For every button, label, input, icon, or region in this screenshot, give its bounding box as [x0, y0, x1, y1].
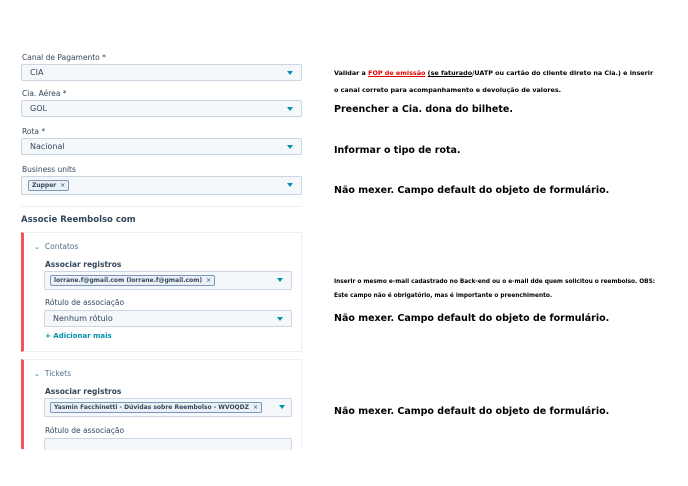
note-fop — [334, 69, 653, 77]
contatos-associar-select[interactable] — [44, 271, 292, 290]
canal-select[interactable] — [21, 64, 302, 81]
rota-select[interactable] — [21, 138, 302, 155]
chevron-down-icon — [287, 71, 293, 75]
contatos-tag-label: lorrane.f@gmail.com (lorrane.f@gmail.com) — [54, 277, 203, 284]
tickets-rotulo-select[interactable] — [44, 438, 292, 450]
note-rotulo: Não mexer. Campo default do objeto de formulário. — [334, 313, 610, 324]
contatos-header[interactable] — [34, 242, 78, 251]
close-icon[interactable]: × — [253, 404, 259, 411]
business-tag-label: Zupper — [32, 182, 57, 189]
contatos-tag[interactable] — [50, 275, 215, 286]
chevron-down-icon — [279, 405, 285, 409]
contatos-associar-label: Associar registros — [45, 260, 122, 269]
note-fop-underline: (se faturado — [427, 69, 473, 77]
note-fop-line2: o canal correto para acompanhamento e devolução de valores. — [334, 86, 562, 94]
cia-value: GOL — [30, 104, 47, 113]
tickets-associar-select[interactable] — [44, 398, 292, 417]
chevron-down-icon — [277, 278, 283, 282]
add-more-link[interactable]: + Adicionar mais — [45, 332, 112, 340]
business-tag[interactable] — [28, 180, 69, 191]
chevron-down-icon: ⌄ — [34, 243, 40, 251]
chevron-down-icon — [287, 145, 293, 149]
contatos-rotulo-select[interactable] — [44, 310, 292, 327]
note-tickets: Não mexer. Campo default do objeto de formulário. — [334, 406, 610, 417]
note-fop-red: FOP de emissão — [368, 69, 426, 77]
tickets-associar-label: Associar registros — [45, 387, 122, 396]
note-fop-post: /UATP ou cartão do cliente direto na Cia.) e inserir — [472, 69, 654, 77]
rota-label: Rota * — [22, 127, 46, 136]
cia-label: Cia. Aérea * — [22, 89, 67, 98]
canal-label: Canal de Pagamento * — [22, 53, 106, 62]
note-email-line2: Este campo não é obrigatório, mas é importante o preenchimento. — [334, 293, 553, 299]
note-email-line1: Inserir o mesmo e-mail cadastrado no Back-end ou o e-mail dde quem solicitou o reembolso. OBS: — [334, 279, 656, 285]
divider — [21, 206, 302, 207]
close-icon[interactable]: × — [206, 277, 212, 284]
tickets-header[interactable] — [34, 369, 71, 378]
chevron-down-icon — [277, 317, 283, 321]
cia-select[interactable] — [21, 100, 302, 117]
tickets-header-label: Tickets — [44, 369, 71, 378]
chevron-down-icon: ⌄ — [34, 370, 40, 378]
business-label: Business units — [22, 165, 76, 174]
tickets-rotulo-label: Rótulo de associação — [45, 426, 125, 435]
contatos-rotulo-label: Rótulo de associação — [45, 298, 125, 307]
rota-value: Nacional — [30, 142, 65, 151]
tickets-card — [21, 359, 302, 449]
close-icon[interactable]: × — [60, 182, 66, 189]
chevron-down-icon — [287, 107, 293, 111]
associe-title: Associe Reembolso com — [21, 215, 136, 225]
contatos-header-label: Contatos — [44, 242, 79, 251]
tickets-tag[interactable] — [50, 402, 262, 413]
chevron-down-icon — [287, 183, 293, 187]
contatos-card — [21, 232, 302, 352]
note-fop-pre: Validar a — [334, 69, 369, 77]
business-select[interactable] — [21, 176, 302, 195]
tickets-tag-label: Yasmin Facchinetti - Dúvidas sobre Reembolso - WVOQDZ — [54, 404, 249, 411]
canal-value: CIA — [30, 68, 44, 77]
note-rota: Informar o tipo de rota. — [334, 145, 461, 156]
note-business: Não mexer. Campo default do objeto de formulário. — [334, 185, 610, 196]
note-cia: Preencher a Cia. dona do bilhete. — [334, 104, 513, 115]
contatos-rotulo-value: Nenhum rótulo — [53, 314, 113, 323]
